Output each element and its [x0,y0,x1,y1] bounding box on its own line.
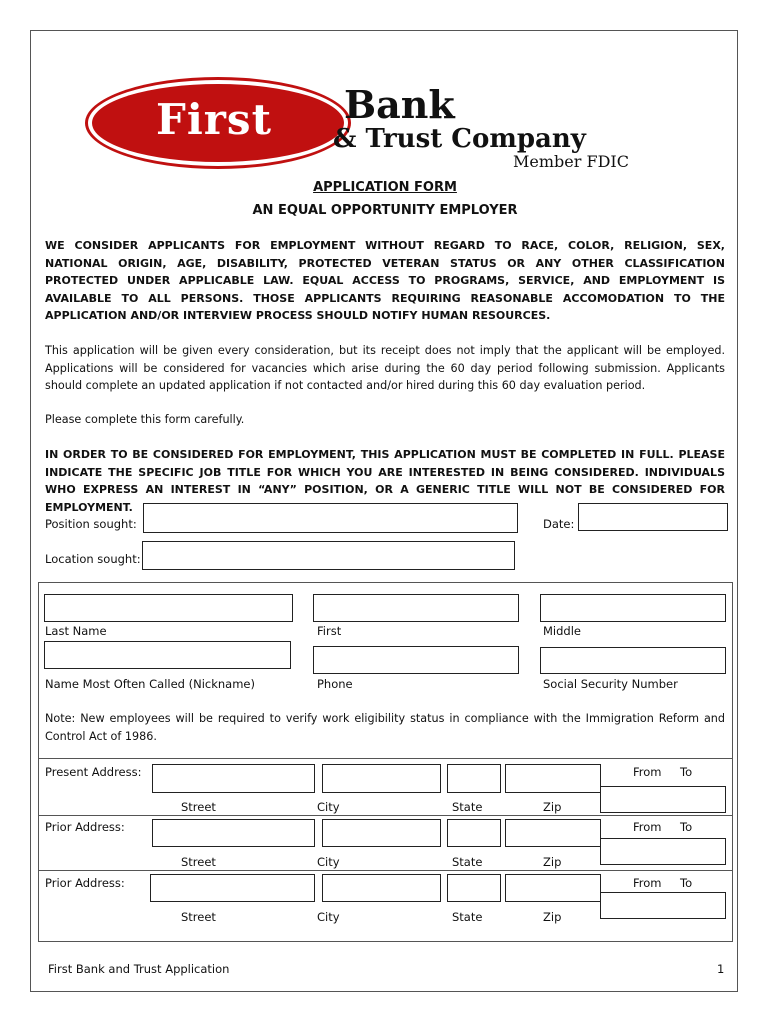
prior2-city-input[interactable] [322,874,441,902]
consideration-text: This application will be given every consideration, but its receipt does not imply that the applicant will be employed. Applications will be considered for vacancies which arise during the 60 day period following submission. Applicants should complete an updated application if not contacted and/or hired during this 60 day evaluation period. [45,344,725,392]
prior1-from-label: From [633,820,662,834]
location-label: Location sought: [45,552,141,566]
present-from-label: From [633,765,662,779]
address-divider [38,758,733,759]
page-number: 1 [717,962,725,976]
first-name-input[interactable] [313,594,519,622]
prior2-to-label: To [680,876,693,890]
date-input[interactable] [578,503,728,531]
prior2-zip-input[interactable] [505,874,601,902]
nickname-label: Name Most Often Called (Nickname) [45,677,255,691]
footer-title: First Bank and Trust Application [48,962,230,976]
prior1-dates-input[interactable] [600,838,726,865]
complete-carefully-text: Please complete this form carefully. [45,413,245,426]
logo-first-text: First [156,94,272,144]
prior2-street-input[interactable] [150,874,315,902]
present-city-input[interactable] [322,764,441,793]
immigration-note: Note: New employees will be required to verify work eligibility status in compliance with the Immigration Reform and Control Act of 1986. [45,712,725,743]
date-label: Date: [543,517,575,531]
middle-name-input[interactable] [540,594,726,622]
prior1-city-label: City [317,855,340,869]
position-label: Position sought: [45,517,137,531]
present-state-input[interactable] [447,764,501,793]
present-to-label: To [680,765,693,779]
prior1-to-label: To [680,820,693,834]
eeo-statement: WE CONSIDER APPLICANTS FOR EMPLOYMENT WITHOUT REGARD TO RACE, COLOR, RELIGION, SEX, NATIONAL ORIGIN, AGE, DISABILITY, PROTECTED VETERAN STATUS OR ANY OTHER CLASSIFICATION PROTECTED UNDER APPLICABLE LAW. EQUAL ACCESS TO PROGRAMS, SERVICE, AND EMPLOYMENT IS AVAILABLE TO ALL PERSONS. THOSE APPLICANTS REQUIRING REASONABLE ACCOMODATION TO THE APPLICATION AND/OR INTERVIEW PROCESS SHOULD NOTIFY HUMAN RESOURCES. [45,239,725,322]
logo-trust-text: & Trust Company [333,124,586,154]
phone-input[interactable] [313,646,519,674]
ssn-label: Social Security Number [543,677,678,691]
prior-address-label: Prior Address: [45,820,125,834]
ssn-input[interactable] [540,647,726,674]
present-address-label: Present Address: [45,765,142,779]
present-zip-label: Zip [543,800,562,814]
form-subtitle: AN EQUAL OPPORTUNITY EMPLOYER [252,203,518,218]
first-name-label: First [317,624,342,638]
present-zip-input[interactable] [505,764,601,793]
address-divider [38,870,733,871]
prior2-street-label: Street [181,910,216,924]
present-dates-input[interactable] [600,786,726,813]
prior2-state-input[interactable] [447,874,501,902]
middle-name-label: Middle [543,624,581,638]
prior2-zip-label: Zip [543,910,562,924]
prior1-state-label: State [452,855,483,869]
prior1-zip-input[interactable] [505,819,601,847]
last-name-label: Last Name [45,624,107,638]
prior-address-label: Prior Address: [45,876,125,890]
present-street-label: Street [181,800,216,814]
present-state-label: State [452,800,483,814]
prior1-street-input[interactable] [152,819,315,847]
logo-bank-text: Bank [344,82,455,127]
phone-label: Phone [317,677,353,691]
prior2-dates-input[interactable] [600,892,726,919]
present-city-label: City [317,800,340,814]
instruction-text: IN ORDER TO BE CONSIDERED FOR EMPLOYMENT, THIS APPLICATION MUST BE COMPLETED IN FULL. PLEASE INDICATE THE SPECIFIC JOB TITLE FOR WHICH YOU ARE INTERESTED IN BEING CONSIDERED. INDIVIDUALS WHO EXPRESS AN INTEREST IN “ANY” POSITION, OR A GENERIC TITLE WILL NOT BE CONSIDERED FOR EMPLOYMENT. [45,448,725,514]
position-input[interactable] [143,503,518,533]
prior1-zip-label: Zip [543,855,562,869]
prior2-state-label: State [452,910,483,924]
prior1-street-label: Street [181,855,216,869]
last-name-input[interactable] [44,594,293,622]
prior2-city-label: City [317,910,340,924]
form-title: APPLICATION FORM [313,180,457,195]
logo-fdic-text: Member FDIC [513,152,629,171]
nickname-input[interactable] [44,641,291,669]
prior1-city-input[interactable] [322,819,441,847]
location-input[interactable] [142,541,515,570]
address-divider [38,815,733,816]
prior2-from-label: From [633,876,662,890]
prior1-state-input[interactable] [447,819,501,847]
present-street-input[interactable] [152,764,315,793]
